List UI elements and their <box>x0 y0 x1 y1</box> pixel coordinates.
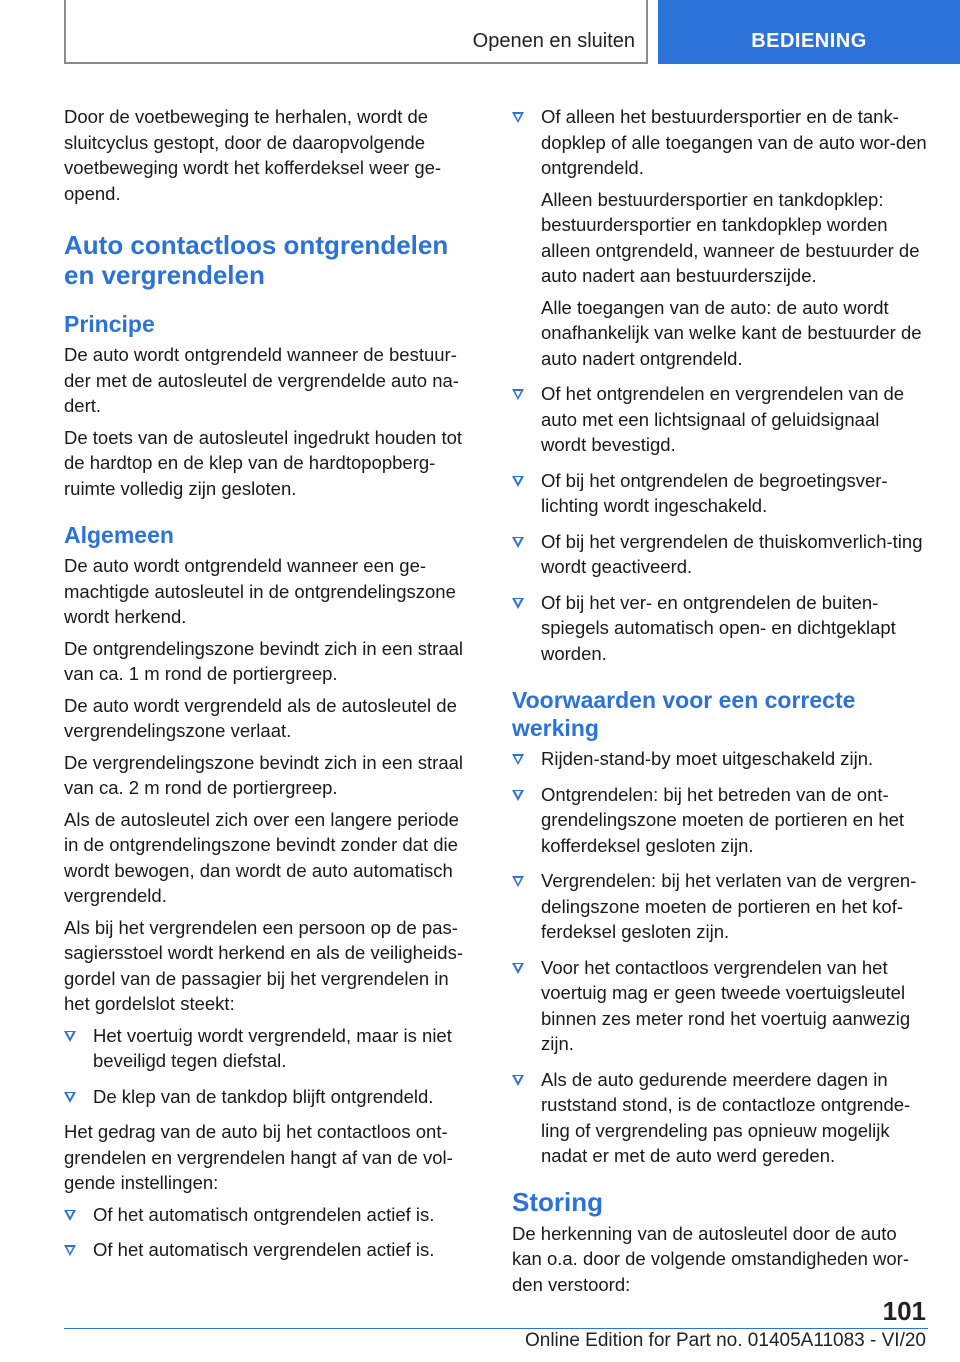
bullet-triangle-icon <box>512 476 524 487</box>
list-item: Of alleen het bestuurdersportier en de tank-dopklep of alle toegangen van de auto wor-den ontgrendeld. Alleen bestuurdersportier en tankdopklep: bestuurdersportier en tankdopklep worden alleen ontgrendeld, wanneer de bestuurder de auto nadert aan bestuurderszijde. Alle toegangen van de auto: de auto wordt onafhankelijk van welke kant de bestuurder de auto nadert ontgrendeld. <box>512 104 928 371</box>
list-item: Vergrendelen: bij het verlaten van de vergren-delingszone moeten de portieren en het kof-ferdeksel gesloten zijn. <box>512 868 928 945</box>
intro-paragraph: Door de voetbeweging te herhalen, wordt de sluitcyclus gestopt, door de daaropvolgende voetbeweging wordt het kofferdeksel weer ge-opend. <box>64 106 442 204</box>
algemeen-paragraph-7: Het gedrag van de auto bij het contactloos ont-grendelen en vergrendelen hangt af van de vol-gende instellingen: <box>64 1121 453 1193</box>
section-title: Openen en sluiten <box>472 30 635 52</box>
list-item: Het voertuig wordt vergrendeld, maar is niet beveiligd tegen diefstal. <box>64 1023 478 1074</box>
bullet-triangle-icon <box>512 389 524 400</box>
bullet-triangle-icon <box>512 112 524 123</box>
list-item: Of het automatisch ontgrendelen actief is. <box>64 1202 478 1228</box>
main-heading: Auto contactloos ontgrendelen en vergrendelen <box>64 230 449 290</box>
conditions-list <box>512 746 928 1169</box>
principe-heading: Principe <box>64 311 155 337</box>
bullet-triangle-icon <box>512 876 524 887</box>
algemeen-paragraph-6: Als bij het vergrendelen een persoon op de pas-sagiersstoel wordt herkend en als de veiligheids-gordel van de passagier bij het vergrendelen in het gordelslot steekt: <box>64 916 463 1014</box>
settings-list-continued <box>512 104 928 666</box>
edition-note: Online Edition for Part no. 01405A11083 - VI/20 <box>524 1330 926 1351</box>
bullet-triangle-icon <box>64 1245 76 1256</box>
bullet-triangle-icon <box>512 754 524 765</box>
algemeen-paragraph-2: De ontgrendelingszone bevindt zich in een straal van ca. 1 m rond de portiergreep. <box>64 637 464 684</box>
bullet-triangle-icon <box>64 1092 76 1103</box>
footer-divider <box>64 1328 928 1329</box>
sub-paragraph-all-access: Alle toegangen van de auto: de auto wordt onafhankelijk van welke kant de bestuurder de auto nadert ontgrendeld. <box>541 296 922 369</box>
left-column <box>64 104 478 1273</box>
list-item: Of het ontgrendelen en vergrendelen van de auto met een lichtsignaal of geluidsignaal wordt bevestigd. <box>512 381 928 458</box>
settings-list <box>64 1202 478 1263</box>
algemeen-paragraph-5: Als de autosleutel zich over een langere periode in de ontgrendelingszone bevindt zonder dat die wordt bewogen, dan wordt de auto automatisch vergrendeld. <box>64 808 459 906</box>
algemeen-paragraph-3: De auto wordt vergrendeld als de autosleutel de vergrendelingszone verlaat. <box>64 694 457 741</box>
bullet-triangle-icon <box>512 1075 524 1086</box>
bullet-triangle-icon <box>512 790 524 801</box>
principe-paragraph-1: De auto wordt ontgrendeld wanneer de bestuur-der met de autosleutel de vergrendelde auto na-dert. <box>64 344 459 416</box>
right-column <box>512 104 928 1303</box>
list-item: Rijden-stand-by moet uitgeschakeld zijn. <box>512 746 928 772</box>
voorwaarden-heading: Voorwaarden voor een correcte werking <box>512 687 856 741</box>
list-item: Voor het contactloos vergrendelen van het voertuig mag er geen tweede voertuigsleutel binnen zes meter rond het voertuig aanwezig zijn. <box>512 955 928 1057</box>
sub-paragraph-driver-door: Alleen bestuurdersportier en tankdopklep: bestuurdersportier en tankdopklep worden alleen ontgrendeld, wanneer de bestuurder de auto nadert aan bestuurderszijde. <box>541 188 920 286</box>
algemeen-paragraph-1: De auto wordt ontgrendeld wanneer een ge-machtigde autosleutel in de ontgrendelingszone wordt herkend. <box>64 555 456 627</box>
bullet-triangle-icon <box>512 963 524 974</box>
storing-paragraph: De herkenning van de autosleutel door de auto kan o.a. door de volgende omstandigheden wor-den verstoord: <box>512 1222 909 1295</box>
bullet-triangle-icon <box>512 537 524 548</box>
list-item: Of bij het ver- en ontgrendelen de buiten-spiegels automatisch open- en dichtgeklapt worden. <box>512 590 928 667</box>
bullet-triangle-icon <box>512 598 524 609</box>
bullet-triangle-icon <box>64 1210 76 1221</box>
principe-paragraph-2: De toets van de autosleutel ingedrukt houden tot de hardtop en de klep van de hardtopopberg-ruimte volledig zijn gesloten. <box>64 426 463 499</box>
chapter-tab: BEDIENING <box>658 0 960 64</box>
page-number: 101 <box>882 1296 926 1326</box>
algemeen-heading: Algemeen <box>64 522 174 548</box>
list-item: Als de auto gedurende meerdere dagen in ruststand stond, is de contactloze ontgrende-ling of vergrendeling pas opnieuw mogelijk nadat er met de auto werd gereden. <box>512 1067 928 1169</box>
list-item: Of het automatisch vergrendelen actief is. <box>64 1237 478 1263</box>
bullet-triangle-icon <box>64 1031 76 1042</box>
storing-heading: Storing <box>512 1186 603 1217</box>
list-item: Of bij het ontgrendelen de begroetingsver-lichting wordt ingeschakeld. <box>512 468 928 519</box>
list-item: De klep van de tankdop blijft ontgrendeld. <box>64 1084 478 1110</box>
list-item: Of bij het vergrendelen de thuiskomverlich-ting wordt geactiveerd. <box>512 529 928 580</box>
list-item: Ontgrendelen: bij het betreden van de ont-grendelingszone moeten de portieren en het kofferdeksel gesloten zijn. <box>512 782 928 859</box>
theft-list <box>64 1023 478 1110</box>
algemeen-paragraph-4: De vergrendelingszone bevindt zich in een straal van ca. 2 m rond de portiergreep. <box>64 751 464 798</box>
